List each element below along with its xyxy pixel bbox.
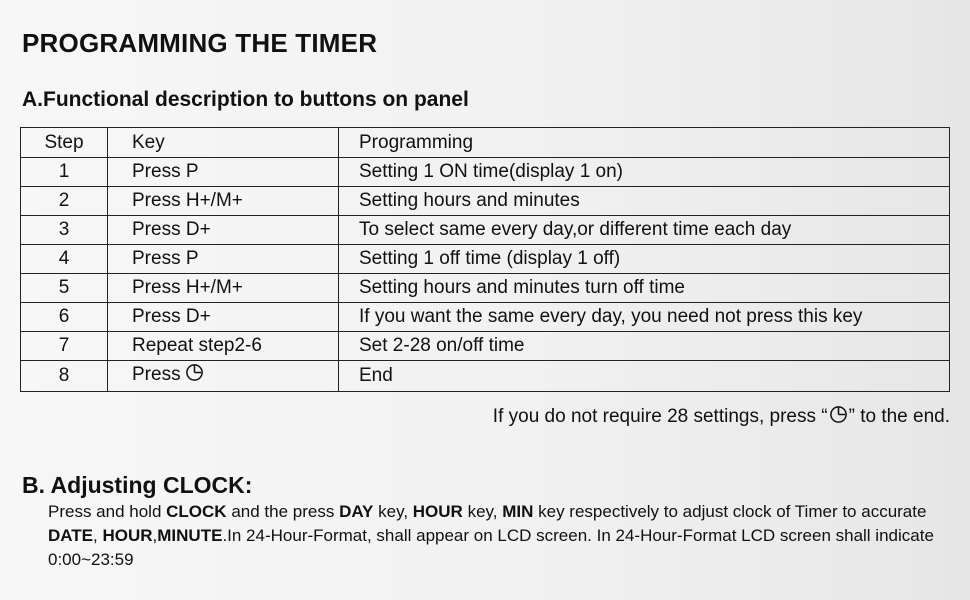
key-cell [108, 361, 339, 392]
column-header-step: Step [21, 128, 108, 158]
table-row [21, 245, 950, 274]
instruction-text: Press and hold [48, 502, 167, 521]
table-row [21, 274, 950, 303]
programming-cell: End [339, 361, 950, 392]
programming-cell: Setting 1 ON time(display 1 on) [339, 158, 950, 187]
programming-cell: Setting hours and minutes turn off time [339, 274, 950, 303]
table-row [21, 187, 950, 216]
table-row [21, 303, 950, 332]
key-name-min: MIN [502, 502, 534, 521]
step-cell: 8 [21, 361, 108, 392]
key-name-clock: CLOCK [166, 502, 227, 521]
key-label: Press [132, 364, 181, 385]
page-title: PROGRAMMING THE TIMER [22, 28, 378, 58]
table-row [21, 361, 950, 392]
table-header-row [21, 128, 950, 158]
settings-note [493, 405, 950, 430]
key-name-hour: HOUR [412, 502, 463, 521]
column-header-programming: Programming [339, 128, 950, 158]
step-cell: 4 [21, 245, 108, 274]
table-row [21, 216, 950, 245]
programming-cell: Set 2-28 on/off time [339, 332, 950, 361]
clock-adjust-instructions [48, 500, 953, 572]
instruction-text: , [152, 526, 158, 545]
programming-table [20, 127, 950, 392]
column-header-key: Key [108, 128, 339, 158]
key-cell: Press H+/M+ [108, 274, 339, 303]
programming-cell: Setting hours and minutes [339, 187, 950, 216]
key-cell: Press P [108, 158, 339, 187]
instruction-text: .In 24-Hour-Format, shall appear on LCD screen. In 24-Hour-Format LCD screen shall indicate 0:00~23:59 [48, 526, 934, 569]
instruction-text: key respectively to adjust clock of Timer to accurate [533, 502, 927, 521]
section-b-heading: B. Adjusting CLOCK: [22, 472, 253, 498]
note-text-before: If you do not require 28 settings, press “ [492, 406, 828, 427]
note-text-after: ” to the end. [848, 406, 950, 427]
step-cell: 5 [21, 274, 108, 303]
instruction-text: key, [373, 502, 413, 521]
programming-cell: To select same every day,or different time each day [339, 216, 950, 245]
term-hour: HOUR [102, 526, 153, 545]
key-cell: Press D+ [108, 303, 339, 332]
step-cell: 3 [21, 216, 108, 245]
step-cell: 2 [21, 187, 108, 216]
instruction-text: , [93, 526, 103, 545]
key-name-day: DAY [339, 502, 374, 521]
key-cell: Press P [108, 245, 339, 274]
key-cell: Repeat step2-6 [108, 332, 339, 361]
table-row [21, 158, 950, 187]
section-a-heading: A.Functional description to buttons on panel [22, 88, 469, 111]
step-cell: 7 [21, 332, 108, 361]
key-cell: Press D+ [108, 216, 339, 245]
instruction-text: key, [462, 502, 503, 521]
key-cell: Press H+/M+ [108, 187, 339, 216]
programming-cell: If you want the same every day, you need not press this key [339, 303, 950, 332]
term-date: DATE [48, 526, 94, 545]
step-cell: 6 [21, 303, 108, 332]
clock-icon [829, 405, 848, 430]
programming-cell: Setting 1 off time (display 1 off) [339, 245, 950, 274]
term-minute: MINUTE [157, 526, 223, 545]
table-row [21, 332, 950, 361]
step-cell: 1 [21, 158, 108, 187]
clock-icon [185, 363, 204, 391]
instruction-text: and the press [226, 502, 340, 521]
